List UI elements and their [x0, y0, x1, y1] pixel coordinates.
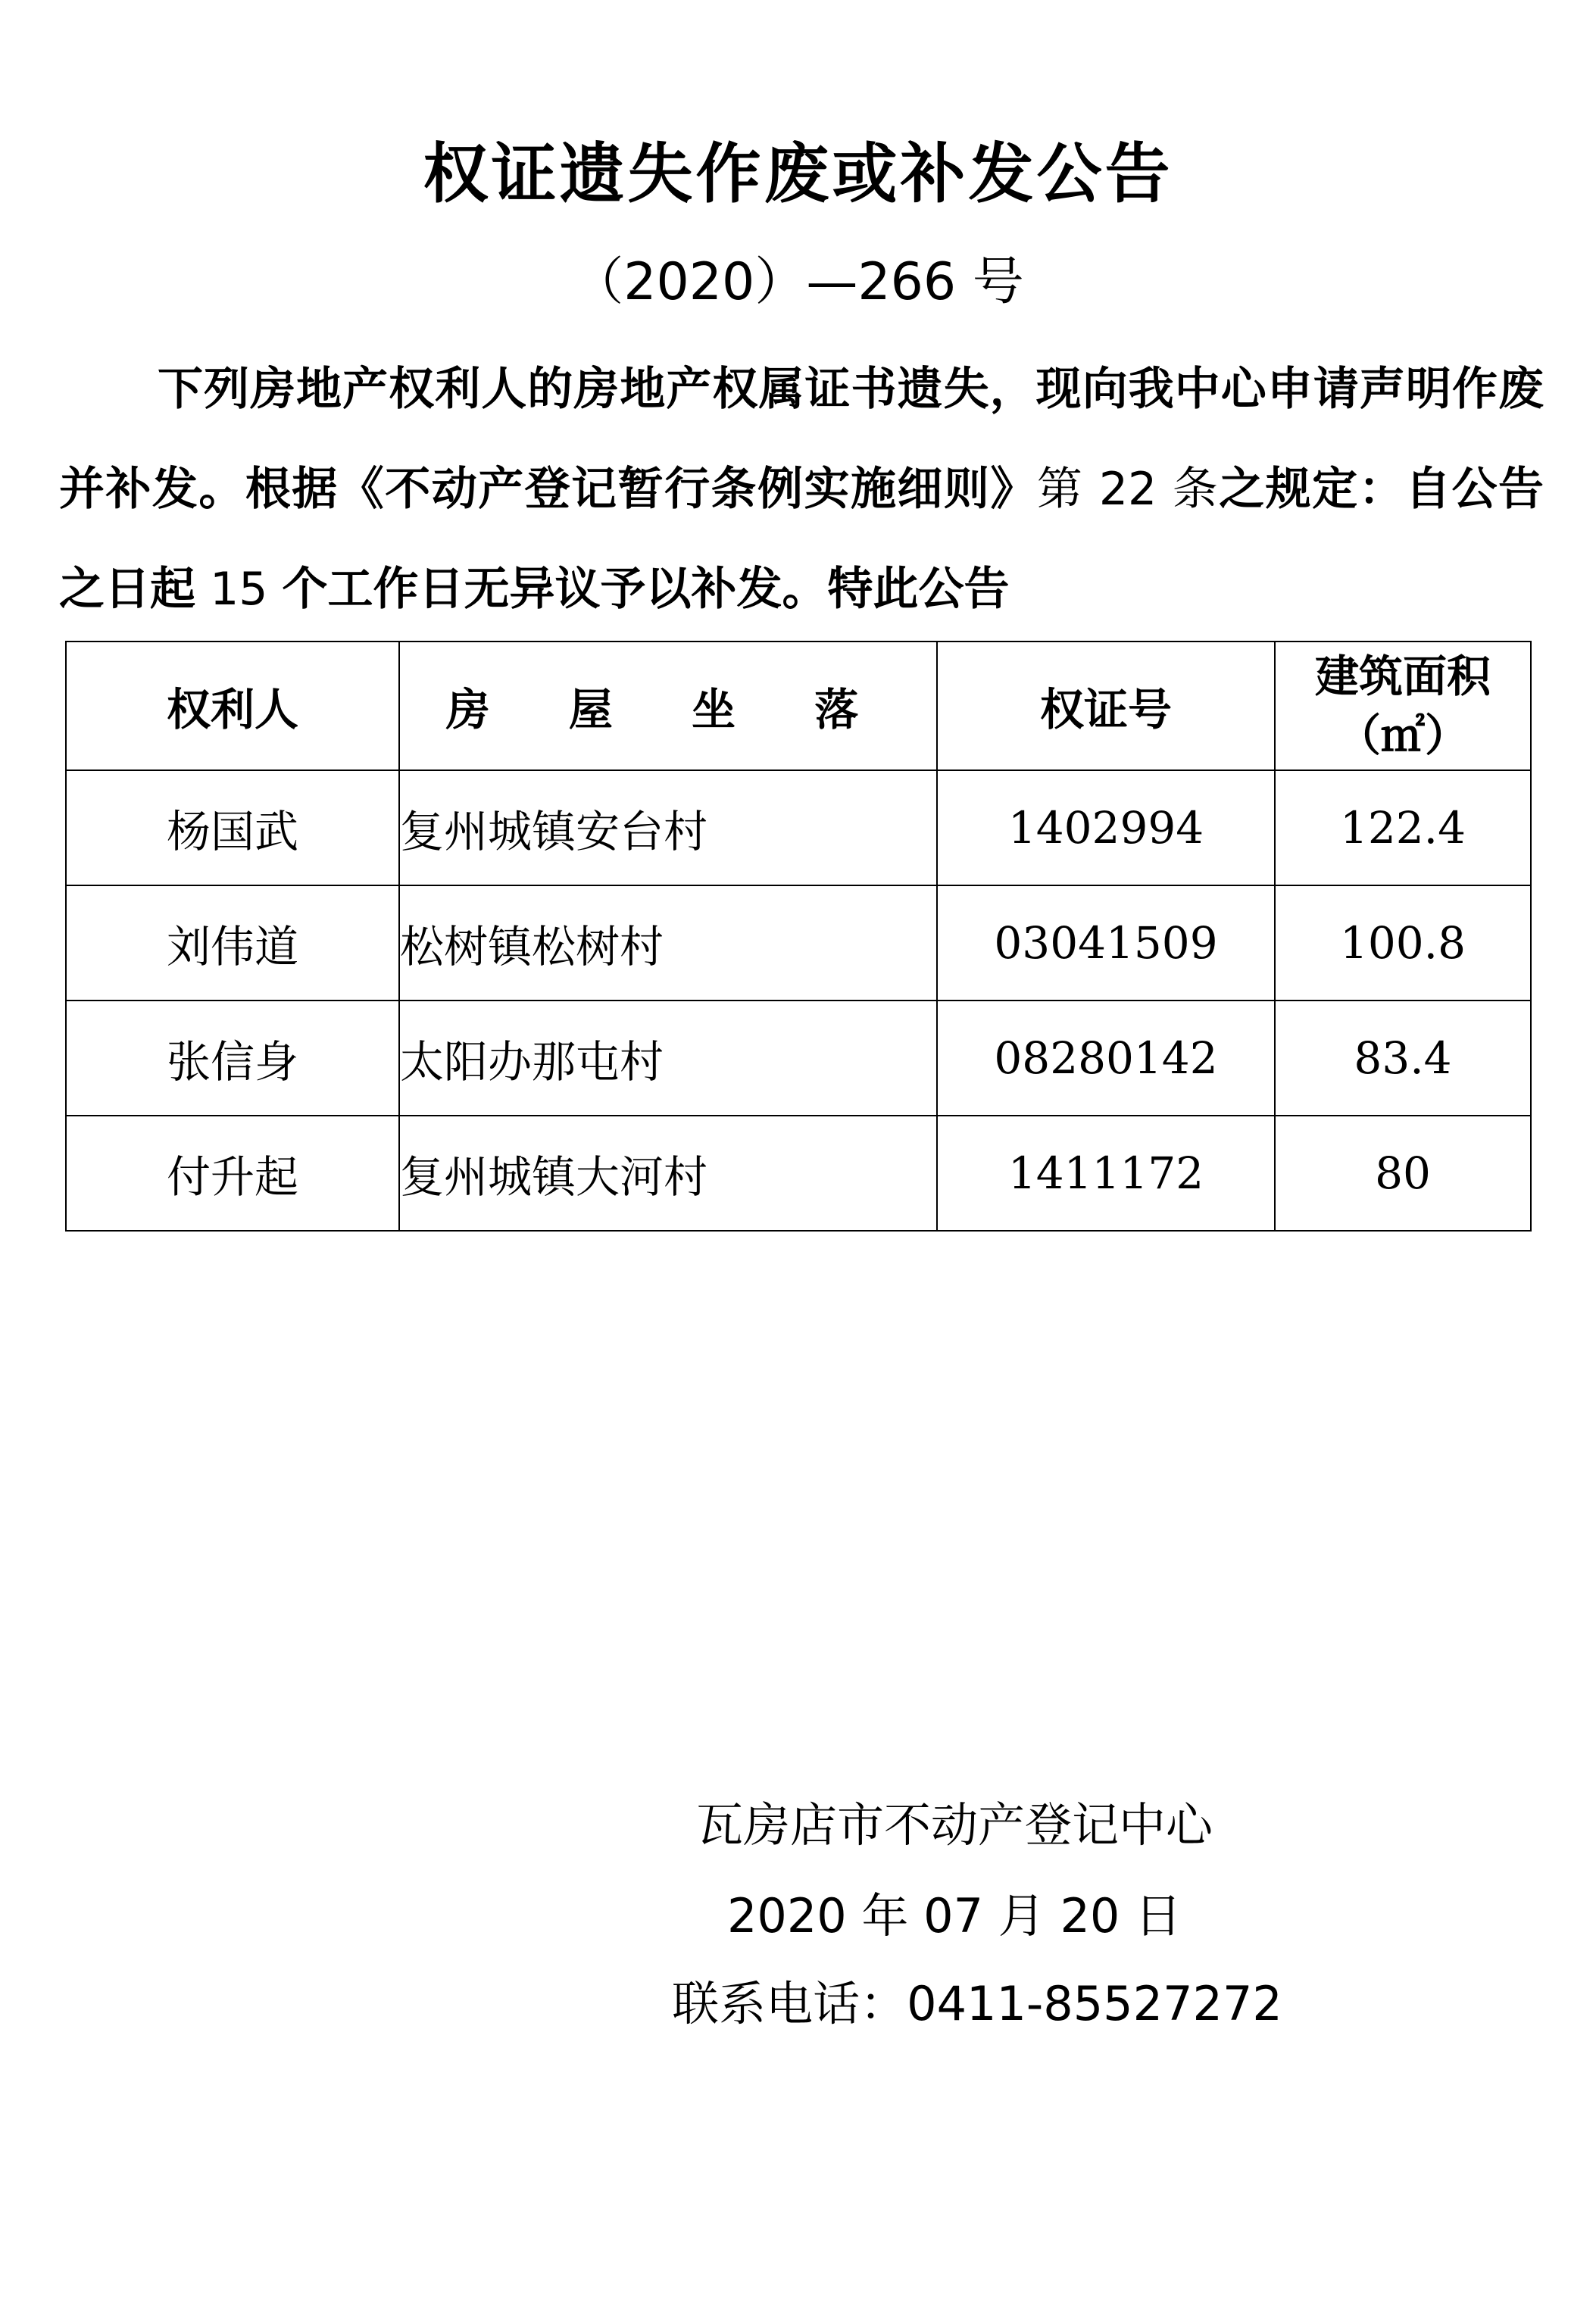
notice-body-part-1: 下列房地产权利人的房地产权属证书遗失，现向我中心申请声明作废并补发。根据《不动产登记暂行条例实施细则》 — [59, 363, 1544, 516]
cell-address: 松树镇松树村 — [399, 885, 937, 1001]
header-area-line2: （㎡） — [1336, 710, 1469, 761]
notice-number: （2020）—266 号 — [572, 252, 1024, 312]
cell-address: 复州城镇安台村 — [399, 770, 937, 885]
table-header-row — [66, 642, 1531, 770]
header-cert: 权证号 — [937, 642, 1275, 770]
footer-date: 2020 年 07 月 20 日 — [726, 1888, 1182, 1943]
table-row — [66, 1116, 1531, 1231]
header-area-line1: 建筑面积 — [1314, 651, 1491, 702]
cell-owner: 杨国武 — [66, 770, 399, 885]
cell-cert: 1402994 — [937, 770, 1275, 885]
header-area — [1275, 642, 1531, 770]
notice-title: 权证遗失作废或补发公告 — [423, 136, 1173, 212]
cell-area: 80 — [1275, 1116, 1531, 1231]
cell-cert: 08280142 — [937, 1001, 1275, 1116]
notice-body — [59, 339, 1544, 639]
footer-organization: 瓦房店市不动产登记中心 — [695, 1797, 1213, 1853]
table-row — [66, 1001, 1531, 1116]
table-row — [66, 770, 1531, 885]
footer-phone: 联系电话：0411-85527272 — [672, 1976, 1282, 2031]
table-row — [66, 885, 1531, 1001]
header-address-label: 房 屋 坐 落 — [445, 684, 891, 735]
records-table — [65, 641, 1532, 1232]
cell-address: 复州城镇大河村 — [399, 1116, 937, 1231]
notice-body-article: 第 22 条 — [1036, 463, 1220, 516]
notice-body-part-2: 之规定：自公告之日起 — [59, 463, 1544, 616]
cell-cert: 03041509 — [937, 885, 1275, 1001]
cell-cert: 1411172 — [937, 1116, 1275, 1231]
notice-body-days: 15 — [195, 563, 283, 616]
header-address — [399, 642, 937, 770]
notice-body-part-3: 个工作日无异议予以补发。特此公告 — [282, 563, 1010, 616]
cell-owner: 刘伟道 — [66, 885, 399, 1001]
cell-owner: 张信身 — [66, 1001, 399, 1116]
cell-address: 太阳办那屯村 — [399, 1001, 937, 1116]
cell-area: 100.8 — [1275, 885, 1531, 1001]
cell-area: 83.4 — [1275, 1001, 1531, 1116]
cell-owner: 付升起 — [66, 1116, 399, 1231]
header-owner: 权利人 — [66, 642, 399, 770]
cell-area: 122.4 — [1275, 770, 1531, 885]
